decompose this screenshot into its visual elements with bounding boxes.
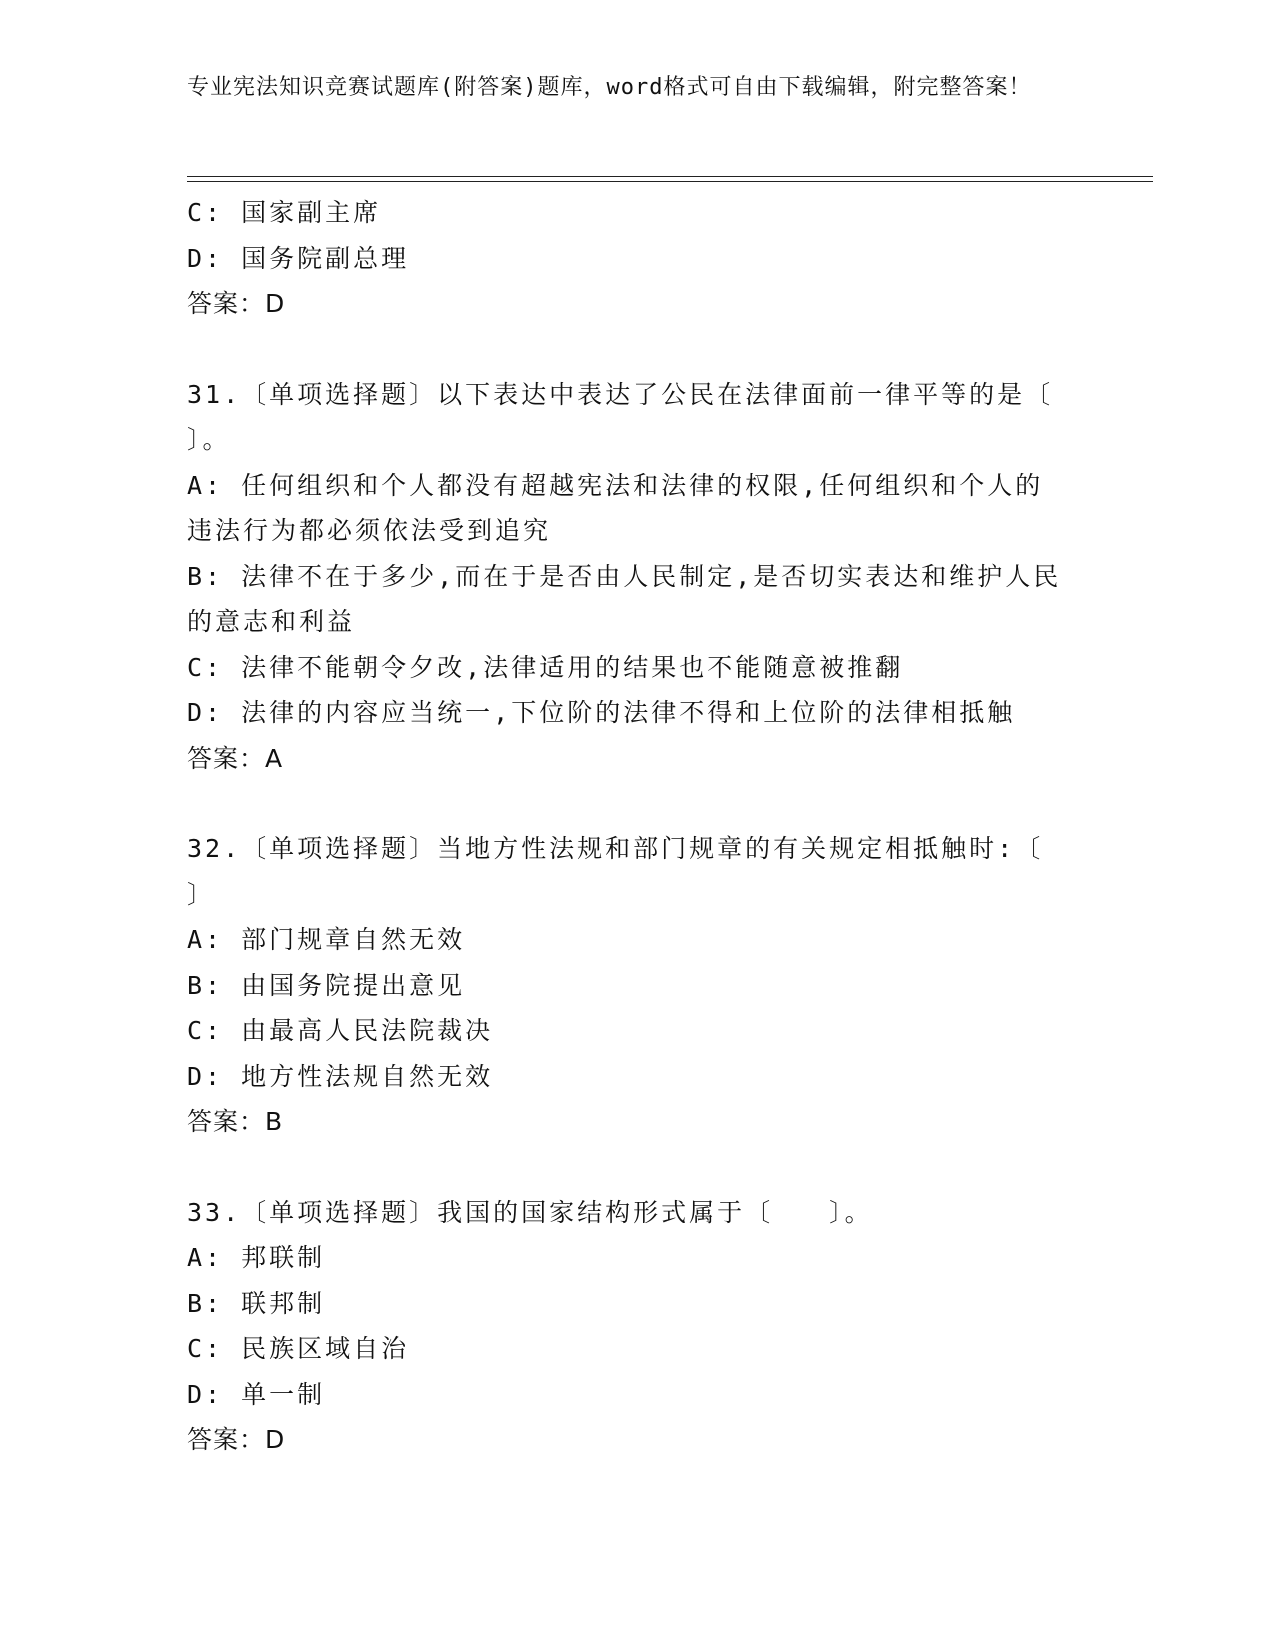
- question-31: [187, 372, 1067, 782]
- answer-line: [187, 736, 1067, 782]
- option-text: 国家副主席: [241, 198, 382, 227]
- option-d: [187, 1372, 1067, 1418]
- answer-line: [187, 281, 1067, 327]
- option-c: [187, 1008, 1067, 1054]
- option-letter: D:: [187, 1061, 224, 1091]
- answer-value: D: [265, 289, 286, 318]
- option-text: 任何组织和个人都没有超越宪法和法律的权限,任何组织和个人的违法行为都必须依法受到追究: [187, 470, 1044, 545]
- option-letter: B:: [187, 561, 224, 591]
- option-letter: D:: [187, 243, 224, 273]
- option-letter: D:: [187, 698, 224, 727]
- option-text: 民族区域自治: [241, 1334, 410, 1363]
- option-text: 地方性法规自然无效: [241, 1061, 494, 1091]
- option-letter: A:: [187, 470, 224, 500]
- option-letter: A:: [187, 925, 224, 954]
- question-30-continuation: [187, 190, 1067, 327]
- document-header: [187, 72, 1067, 104]
- option-b: [187, 554, 1067, 645]
- question-text: 〔单项选择题〕当地方性法规和部门规章的有关规定相抵触时:〔 〕: [187, 834, 1044, 909]
- option-b: [187, 963, 1067, 1009]
- option-a: [187, 917, 1067, 963]
- question-number: 33.: [187, 1197, 242, 1227]
- question-stem: [187, 826, 1067, 917]
- question-stem: [187, 372, 1067, 463]
- option-letter: A:: [187, 1243, 224, 1272]
- option-d: [187, 690, 1067, 736]
- option-text: 法律不能朝令夕改,法律适用的结果也不能随意被推翻: [241, 652, 904, 682]
- option-letter: C:: [187, 652, 224, 682]
- option-text: 部门规章自然无效: [241, 925, 466, 954]
- option-d: [187, 236, 1067, 282]
- question-text: 〔单项选择题〕以下表达中表达了公民在法律面前一律平等的是〔 〕。: [187, 379, 1054, 454]
- option-text: 单一制: [241, 1379, 326, 1409]
- document-body: [187, 190, 1067, 1463]
- spacer: [187, 781, 1067, 826]
- answer-label: 答案：: [187, 743, 266, 773]
- question-number: 31.: [187, 379, 242, 409]
- spacer: [187, 327, 1067, 372]
- answer-value: D: [265, 1425, 286, 1454]
- header-divider-bottom: [187, 181, 1153, 182]
- answer-label: 答案：: [187, 1425, 266, 1454]
- option-text: 邦联制: [241, 1243, 326, 1272]
- option-letter: B:: [187, 1288, 224, 1318]
- option-b: [187, 1281, 1067, 1327]
- option-c: [187, 1326, 1067, 1372]
- header-title: 专业宪法知识竞赛试题库(附答案)题库，word格式可自由下载编辑，附完整答案！: [187, 75, 1032, 100]
- answer-line: [187, 1417, 1067, 1463]
- question-stem: [187, 1190, 1067, 1236]
- option-letter: C:: [187, 1016, 224, 1045]
- option-letter: C:: [187, 1334, 224, 1363]
- answer-label: 答案：: [187, 289, 266, 318]
- header-divider-top: [187, 176, 1153, 177]
- option-c: [187, 645, 1067, 691]
- question-number: 32.: [187, 834, 242, 863]
- answer-value: A: [265, 743, 284, 773]
- option-letter: B:: [187, 970, 224, 1000]
- option-letter: D:: [187, 1379, 224, 1409]
- option-letter: C:: [187, 198, 224, 227]
- option-text: 由国务院提出意见: [241, 970, 466, 1000]
- option-a: [187, 1235, 1067, 1281]
- option-text: 联邦制: [241, 1288, 326, 1318]
- option-text: 法律不在于多少,而在于是否由人民制定,是否切实表达和维护人民的意志和利益: [187, 561, 1062, 636]
- question-33: [187, 1190, 1067, 1463]
- option-text: 由最高人民法院裁决: [241, 1016, 494, 1045]
- spacer: [187, 1145, 1067, 1190]
- option-text: 国务院副总理: [241, 243, 410, 273]
- answer-line: [187, 1099, 1067, 1145]
- option-d: [187, 1054, 1067, 1100]
- option-a: [187, 463, 1067, 554]
- question-text: 〔单项选择题〕我国的国家结构形式属于〔 〕。: [241, 1197, 873, 1227]
- answer-label: 答案：: [187, 1107, 266, 1136]
- answer-value: B: [265, 1107, 284, 1136]
- option-text: 法律的内容应当统一,下位阶的法律不得和上位阶的法律相抵触: [241, 698, 1016, 727]
- question-32: [187, 826, 1067, 1145]
- option-c: [187, 190, 1067, 236]
